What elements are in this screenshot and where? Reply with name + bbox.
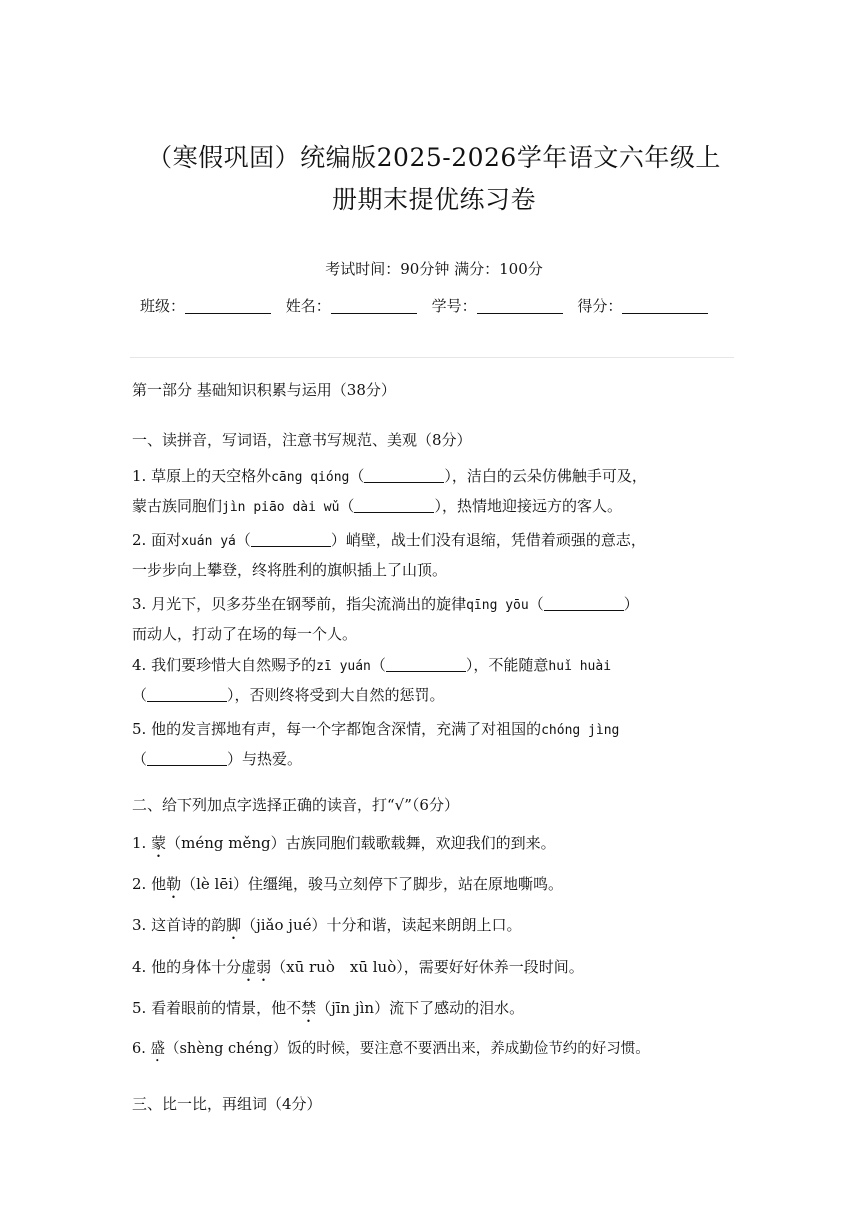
class-blank[interactable] [185, 297, 271, 314]
answer-blank[interactable] [364, 468, 444, 483]
question-2-5: 5. 看着眼前的情景，他不禁（jīn jìn）流下了感动的泪水。 [132, 999, 525, 1017]
student-fields [140, 295, 718, 316]
answer-blank[interactable] [544, 596, 624, 611]
title-line-1: （寒假巩固）统编版2025-2026学年语文六年级上 [147, 143, 721, 172]
question-2-2: 2. 他勒（lè lēi）住缰绳，骏马立刻停下了脚步，站在原地嘶鸣。 [132, 875, 564, 893]
answer-blank[interactable] [147, 687, 227, 702]
dotted-char: 勒 [166, 875, 182, 893]
question-2-3: 3. 这首诗的韵脚（jiǎo jué）十分和谐，读起来朗朗上口。 [132, 916, 522, 934]
title-line-2: 册期末提优练习卷 [331, 185, 536, 214]
divider [130, 357, 734, 358]
part-one-heading: 第一部分 基础知识积累与运用（38分） [132, 381, 396, 399]
score-blank[interactable] [622, 297, 708, 314]
dotted-char: 虚弱 [241, 958, 272, 976]
dotted-char: 脚 [226, 916, 242, 934]
question-2-6: 6. 盛（shèng chéng）饭的时候，要注意不要洒出来，养成勤俭节约的好习惯。 [132, 1041, 650, 1057]
section-one-heading: 一、读拼音，写词语，注意书写规范、美观（8分） [132, 431, 472, 449]
question-1-4: 4. 我们要珍惜大自然赐予的zī yuán（ ），不能随意huǐ huài （ ），否则终将受到大自然的惩罚。 [132, 656, 612, 704]
question-1-2: 2. 面对xuán yá（ ）峭壁，战士们没有退缩，凭借着顽强的意志， 一步步向上攀登，终将胜利的旗帜插上了山顶。 [132, 531, 646, 579]
question-2-4: 4. 他的身体十分虚弱（xū ruò xū luò），需要好好休养一段时间。 [132, 958, 584, 976]
dotted-char: 蒙 [151, 834, 167, 852]
question-2-1: 1. 蒙（méng měng）古族同胞们载歌载舞，欢迎我们的到来。 [132, 834, 556, 852]
id-label: 学号： [431, 297, 477, 315]
answer-blank[interactable] [354, 498, 434, 513]
dotted-char: 禁 [301, 999, 317, 1017]
section-three-heading: 三、比一比，再组词（4分） [132, 1095, 322, 1113]
question-1-1: 1. 草原上的天空格外cāng qióng（ ），洁白的云朵仿佛触手可及， 蒙古族同胞们jìn piāo dài wǔ（ ），热情地迎接远方的客人。 [132, 467, 647, 515]
question-1-5: 5. 他的发言掷地有声，每一个字都饱含深情，充满了对祖国的chóng jìng （ ）与热爱。 [132, 720, 620, 768]
question-1-3: 3. 月光下，贝多芬坐在钢琴前，指尖流淌出的旋律qīng yōu（ ） 而动人，打动了在场的每一个人。 [132, 595, 639, 643]
answer-blank[interactable] [251, 532, 331, 547]
score-label: 得分： [577, 297, 623, 315]
section-two-heading: 二、给下列加点字选择正确的读音，打“√”（6分） [132, 796, 459, 814]
name-blank[interactable] [331, 297, 417, 314]
answer-blank[interactable] [386, 657, 466, 672]
name-label: 姓名： [285, 297, 331, 315]
exam-info: 考试时间：90分钟 满分：100分 [325, 260, 543, 278]
class-label: 班级： [140, 297, 186, 315]
answer-blank[interactable] [147, 751, 227, 766]
dotted-char: 盛 [150, 1041, 165, 1057]
id-blank[interactable] [477, 297, 563, 314]
